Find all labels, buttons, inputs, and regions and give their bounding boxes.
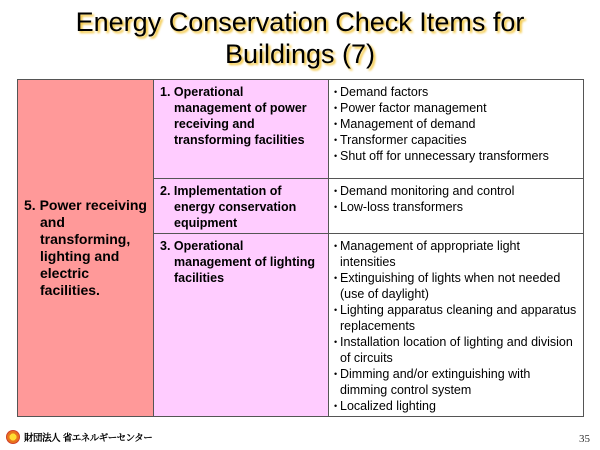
list-item: • Lighting apparatus cleaning and apparatus replacements: [340, 302, 579, 334]
list-item: • Management of appropriate light intensities: [340, 238, 579, 270]
check-items-table: [17, 79, 584, 417]
item-cell-2: [154, 179, 329, 234]
list-item: • Shut off for unnecessary transformers: [340, 148, 579, 164]
item-label-3: 3. Operational management of lighting facilities: [160, 239, 315, 285]
footer-logo: [6, 430, 152, 444]
points-cell-2: [329, 179, 584, 234]
list-item: • Management of demand: [340, 116, 579, 132]
sun-logo-icon: [6, 430, 20, 444]
table-row: [18, 80, 584, 179]
list-item: • Installation location of lighting and division of circuits: [340, 334, 579, 366]
title-line-1: Energy Conservation Check Items for: [75, 7, 525, 37]
item-label-1: 1. Operational management of power receiving and transforming facilities: [160, 85, 307, 147]
points-list-1: [329, 80, 583, 166]
category-label: [24, 197, 147, 299]
points-cell-3: [329, 234, 584, 417]
category-text: Power receiving and transforming, lighting and electric facilities.: [39, 197, 147, 298]
list-item: • Low-loss transformers: [340, 199, 579, 215]
category-number: 5.: [24, 197, 36, 213]
category-cell: [18, 80, 154, 417]
item-cell-3: [154, 234, 329, 417]
item-cell-1: [154, 80, 329, 179]
list-item: • Extinguishing of lights when not needed (use of daylight): [340, 270, 579, 302]
page-title: [0, 6, 600, 70]
title-line-2: Buildings (7): [224, 39, 376, 69]
item-label-2: 2. Implementation of energy conservation equipment: [160, 184, 297, 230]
list-item: • Power factor management: [340, 100, 579, 116]
points-list-3: [329, 234, 583, 416]
points-list-2: [329, 179, 583, 217]
list-item: • Localized lighting: [340, 398, 579, 414]
list-item: • Transformer capacities: [340, 132, 579, 148]
list-item: • Demand factors: [340, 84, 579, 100]
page-number: 35: [579, 433, 590, 445]
list-item: • Dimming and/or extinguishing with dimming control system: [340, 366, 579, 398]
points-cell-1: [329, 80, 584, 179]
list-item: • Demand monitoring and control: [340, 183, 579, 199]
organization-name: 財団法人 省エネルギーセンター: [24, 433, 153, 444]
